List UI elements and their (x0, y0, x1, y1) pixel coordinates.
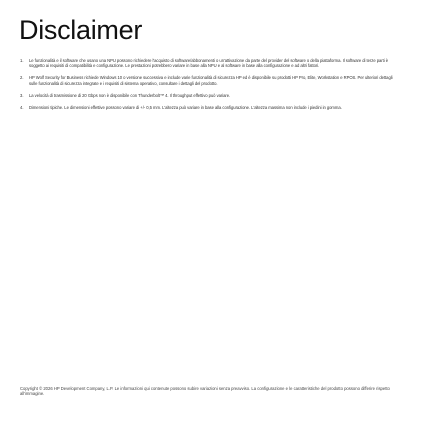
list-item-number: 4. (20, 105, 24, 111)
list-item-number: 1. (20, 58, 24, 63)
list-item (20, 93, 396, 98)
page-title: Disclaimer (19, 15, 143, 45)
disclaimer-list (20, 58, 396, 117)
list-item-text: La velocità di trasmissione di 20 Gbps non è disponibile con Thunderbolt™ 4. Il throughput effettivo può variare. (29, 92, 231, 98)
list-item-number: 3. (20, 92, 24, 98)
list-item-number: 2. (20, 75, 24, 81)
list-item (20, 105, 396, 110)
list-item-text: Le funzionalità e il software che usano una NPU possono richiedere l'acquisto di software/abbonamenti o un'attivazione da parte del provider del software o della piattaforma. Il software di terze parti è soggetto ai requisiti di compatibilità e configurazione. Le prestazioni potrebbero variare in base alla NPU e al software in base alla configurazione e ad altri fattori. (29, 58, 388, 69)
list-item-text: Dimensioni tipiche. Le dimensioni effettive possono variare di +/- 0,5 mm. L'altezza può variare in base alla configurazione. L'altezza massima non include i piedini in gomma. (29, 105, 342, 111)
list-item (20, 75, 396, 85)
list-item-text: HP Wolf Security for Business richiede Windows 10 o versione successiva e include varie funzionalità di sicurezza HP ed è disponibile su prodotti HP Pro, Elite, Workstation e RPOS. Per ulteriori dettagli sulle funzionalità di sicurezza integrate e i requisiti di sistema operativo, consultare i dettagli del prodotto. (29, 75, 393, 86)
copyright-footer: Copyright © 2026 HP Development Company, L.P. Le informazioni qui contenute possono subire variazioni senza preavviso. La configurazione e le caratteristiche del prodotto possono differire rispetto all'immagine. (20, 386, 390, 397)
list-item (20, 58, 396, 68)
